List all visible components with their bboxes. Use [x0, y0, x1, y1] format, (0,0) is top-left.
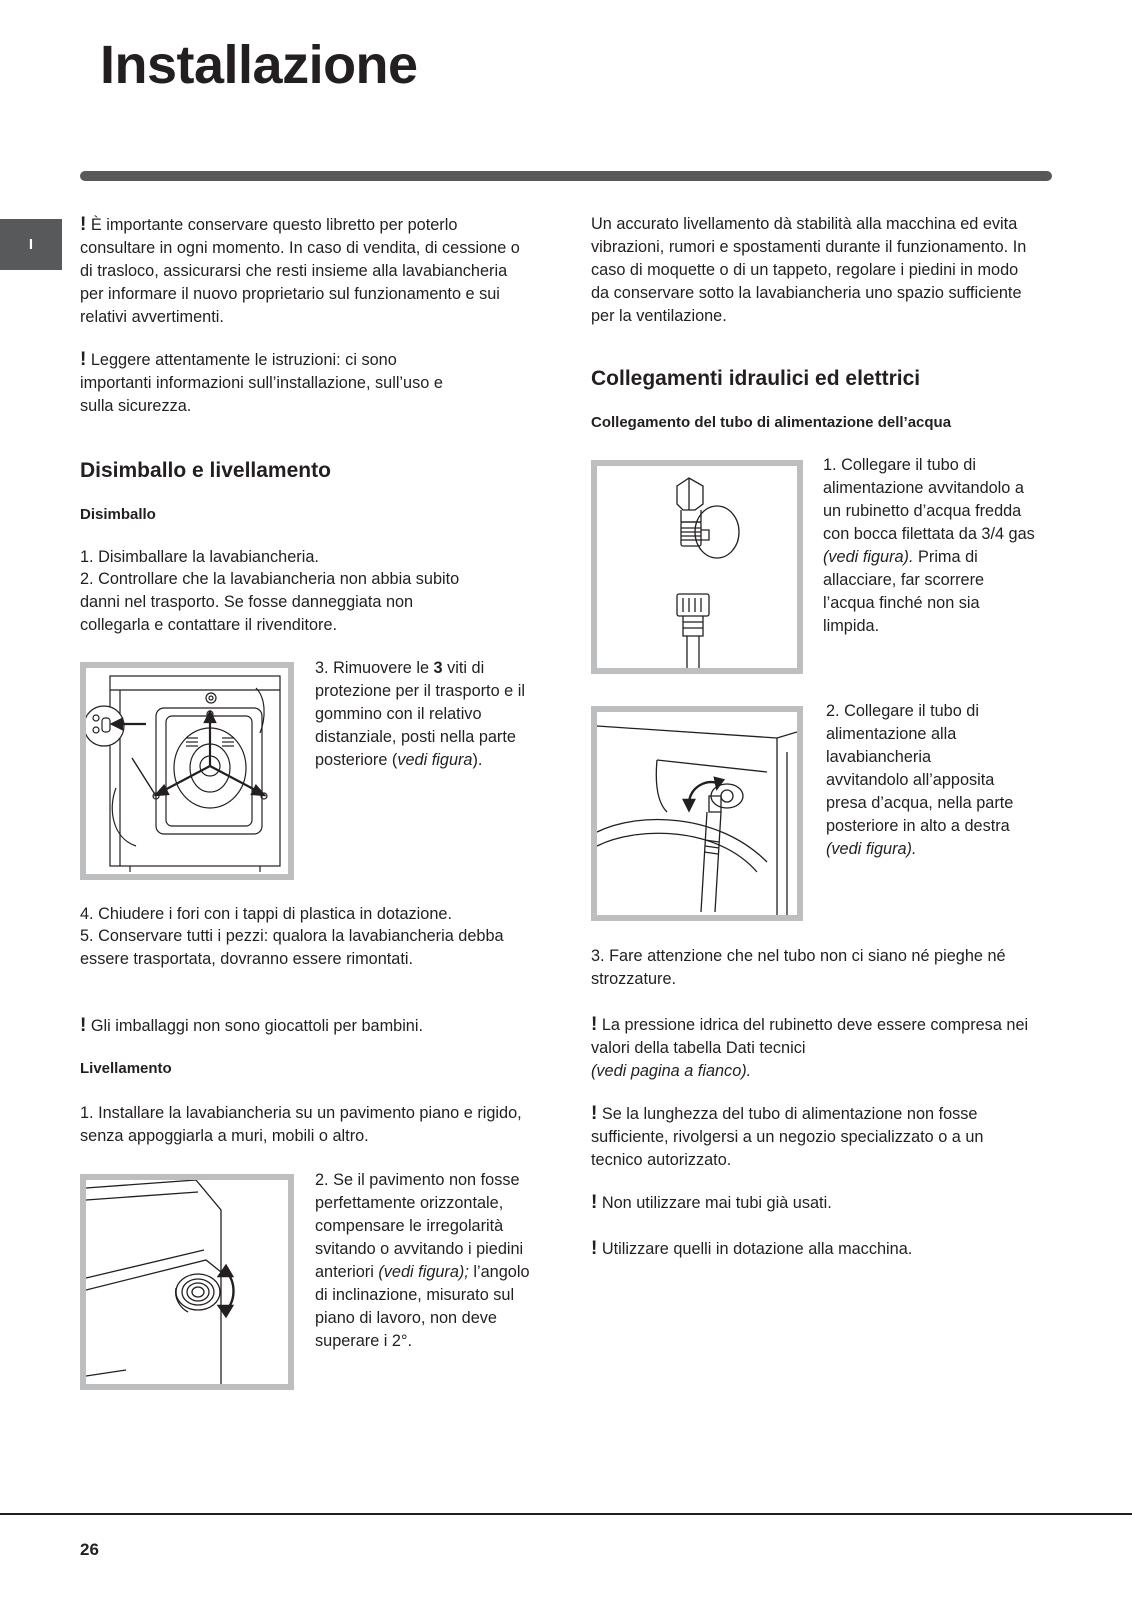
- machine-inlet-hose-illustration: [597, 712, 797, 915]
- section-heading-connections: Collegamenti idraulici ed elettrici: [591, 367, 921, 390]
- figure-tap-connection: [591, 460, 803, 674]
- washing-machine-back-illustration: [86, 668, 288, 874]
- footer-divider: [0, 1513, 1132, 1515]
- warning-icon: !: [80, 1015, 87, 1036]
- page-title: Installazione: [100, 35, 418, 95]
- subheading-leveling: Livellamento: [80, 1060, 172, 1077]
- figure-leveling-foot: [80, 1174, 294, 1390]
- subheading-unpacking: Disimballo: [80, 506, 156, 523]
- warning-note-keep-booklet: ! È importante conservare questo libretto per poterlo consultare in ogni momento. In caso di vendita, di cessione o di trasloco, assicurarsi che resti insieme alla lavabiancheria per informare il nuovo proprietario sul funzionamento e sui relativi avvertimenti.: [80, 214, 520, 326]
- unpacking-step-2: 2. Controllare che la lavabiancheria non abbia subito danni nel trasporto. Se fosse danneggiata non collegarla e contattare il rivenditore.: [80, 570, 460, 634]
- warning-icon: !: [80, 214, 87, 235]
- warning-icon: !: [591, 1103, 598, 1124]
- warning-icon: !: [80, 349, 87, 370]
- figure-transport-screws: [80, 662, 294, 880]
- leveling-step-1: 1. Installare la lavabiancheria su un pavimento piano e rigido, senza appoggiarla a muri, mobili o altro.: [80, 1104, 522, 1145]
- adjustable-foot-illustration: [86, 1180, 288, 1384]
- unpacking-step-5: 5. Conservare tutti i pezzi: qualora la lavabiancheria debba essere trasportata, dovranno essere rimontati.: [80, 927, 504, 968]
- warning-note-supplied-hoses: ! Utilizzare quelli in dotazione alla macchina.: [591, 1238, 913, 1259]
- figure-machine-hose-connection: [591, 706, 803, 921]
- warning-icon: !: [591, 1014, 598, 1035]
- warning-note-read-instructions: ! Leggere attentamente le istruzioni: ci sono importanti informazioni sull’installazione, sull’uso e sulla sicurezza.: [80, 349, 443, 415]
- unpacking-step-4: 4. Chiudere i fori con i tappi di plastica in dotazione.: [80, 905, 452, 923]
- warning-note-hose-length: ! Se la lunghezza del tubo di alimentazione non fosse sufficiente, rivolgersi a un negozio specializzato o a un tecnico autorizzato.: [591, 1103, 984, 1169]
- warning-note-packaging: ! Gli imballaggi non sono giocattoli per bambini.: [80, 1015, 424, 1036]
- hose-step-2: 2. Collegare il tubo di alimentazione alla lavabiancheria avvitandolo all’apposita presa d’acqua, nella parte posteriore in alto a destra (vedi figura).: [826, 702, 1014, 858]
- warning-icon: !: [591, 1192, 598, 1213]
- leveling-step-2: 2. Se il pavimento non fosse perfettamente orizzontale, compensare le irregolarità svitando o avvitando i piedini anteriori (vedi figura); l’angolo di inclinazione, misurato sul piano di lavoro, non deve superare i 2°.: [315, 1171, 530, 1350]
- page-number: 26: [80, 1540, 99, 1559]
- water-tap-hose-illustration: [597, 466, 797, 668]
- warning-note-water-pressure: ! La pressione idrica del rubinetto deve essere compresa nei valori della tabella Dati tecnici (vedi pagina a fianco).: [591, 1014, 1029, 1080]
- hose-step-1: 1. Collegare il tubo di alimentazione avvitandolo a un rubinetto d’acqua fredda con bocca filettata da 3/4 gas (vedi figura). Prima di allacciare, far scorrere l’acqua finché non sia limpida.: [823, 456, 1035, 635]
- title-divider: [80, 171, 1052, 181]
- hose-step-3: 3. Fare attenzione che nel tubo non ci siano né pieghe né strozzature.: [591, 947, 1006, 988]
- warning-note-used-hoses: ! Non utilizzare mai tubi già usati.: [591, 1192, 832, 1213]
- language-tab: I: [0, 219, 62, 270]
- subheading-water-inlet-hose: Collegamento del tubo di alimentazione dell’acqua: [591, 414, 952, 431]
- leveling-intro-paragraph: Un accurato livellamento dà stabilità alla macchina ed evita vibrazioni, rumori e spostamenti durante il funzionamento. In caso di moquette o di un tappeto, regolare i piedini in modo da conservare sotto la lavabiancheria uno spazio sufficiente per la ventilazione.: [591, 215, 1027, 325]
- unpacking-step-3: 3. Rimuovere le 3 viti di protezione per il trasporto e il gommino con il relativo distanziale, posti nella parte posteriore (vedi figura).: [315, 659, 525, 769]
- unpacking-step-1: 1. Disimballare la lavabiancheria.: [80, 548, 319, 566]
- warning-icon: !: [591, 1238, 598, 1259]
- section-heading-unpacking-leveling: Disimballo e livellamento: [80, 459, 331, 482]
